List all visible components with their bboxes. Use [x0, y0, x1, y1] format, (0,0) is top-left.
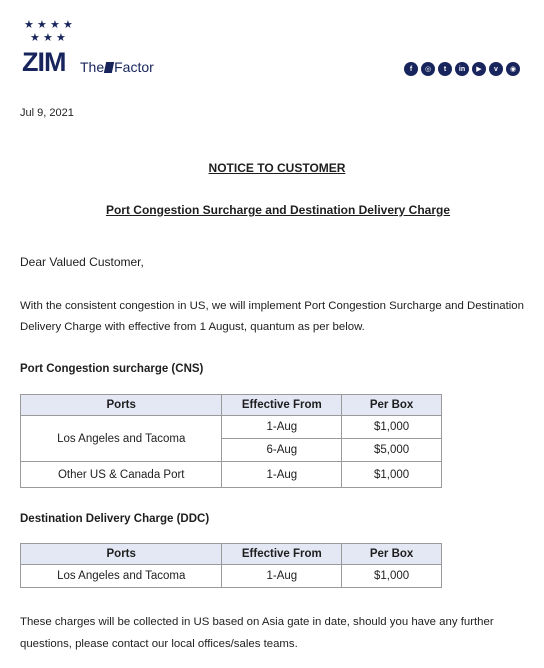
star-icon: ★ [43, 32, 53, 44]
star-icon: ★ [63, 19, 73, 31]
table-header-row [21, 544, 442, 565]
notice-date: Jul 9, 2021 [20, 107, 74, 119]
star-icon: ★ [24, 19, 34, 31]
ddc-table [20, 543, 442, 588]
greeting: Dear Valued Customer, [20, 255, 144, 269]
column-header: Ports [21, 395, 222, 416]
cns-table [20, 394, 442, 488]
effective-from-cell: 1-Aug [222, 462, 342, 488]
effective-from-cell: 1-Aug [222, 416, 342, 439]
star-icon: ★ [50, 19, 60, 31]
letterhead [0, 0, 544, 90]
table-row [21, 462, 442, 488]
star-icon: ★ [37, 19, 47, 31]
intro-paragraph: With the consistent congestion in US, we will implement Port Congestion Surcharge and Destination Delivery Charge with effective from 1 August, quantum as per below. [20, 300, 524, 333]
tagline-suffix: Factor [114, 59, 154, 75]
effective-from-cell: 1-Aug [222, 565, 342, 588]
column-header: Effective From [222, 395, 342, 416]
star-icon: ★ [56, 32, 66, 44]
column-header: Per Box [342, 395, 442, 416]
port-cell: Other US & Canada Port [21, 462, 222, 488]
podcast-icon[interactable]: ◉ [506, 62, 520, 76]
per-box-cell: $5,000 [342, 439, 442, 462]
social-links [404, 62, 520, 78]
z-mark-icon [104, 62, 114, 73]
logo-stars [24, 20, 76, 46]
column-header: Per Box [342, 544, 442, 565]
table-header-row [21, 395, 442, 416]
column-header: Ports [21, 544, 222, 565]
notice-subtitle: Port Congestion Surcharge and Destination Delivery Charge [105, 203, 451, 217]
facebook-icon[interactable]: f [404, 62, 418, 76]
instagram-icon[interactable]: ◎ [421, 62, 435, 76]
linkedin-icon[interactable]: in [455, 62, 469, 76]
table-row [21, 416, 442, 439]
brand-logo: ZIM [22, 47, 66, 77]
closing-paragraph: These charges will be collected in US based on Asia gate in date, should you have any further questions, please contact our local offices/sales teams. [20, 616, 494, 650]
cns-heading: Port Congestion surcharge (CNS) [20, 363, 204, 375]
notice-title: NOTICE TO CUSTOMER [208, 161, 346, 175]
twitter-icon[interactable]: t [438, 62, 452, 76]
port-cell: Los Angeles and Tacoma [21, 416, 222, 462]
per-box-cell: $1,000 [342, 462, 442, 488]
ddc-heading: Destination Delivery Charge (DDC) [20, 513, 210, 525]
brand-tagline [80, 59, 154, 75]
youtube-icon[interactable]: ▶ [472, 62, 486, 76]
star-icon: ★ [30, 32, 40, 44]
per-box-cell: $1,000 [342, 416, 442, 439]
per-box-cell: $1,000 [342, 565, 442, 588]
column-header: Effective From [222, 544, 342, 565]
tagline-prefix: The [80, 59, 105, 75]
effective-from-cell: 6-Aug [222, 439, 342, 462]
port-cell: Los Angeles and Tacoma [21, 565, 222, 588]
vimeo-icon[interactable]: v [489, 62, 503, 76]
table-row [21, 565, 442, 588]
